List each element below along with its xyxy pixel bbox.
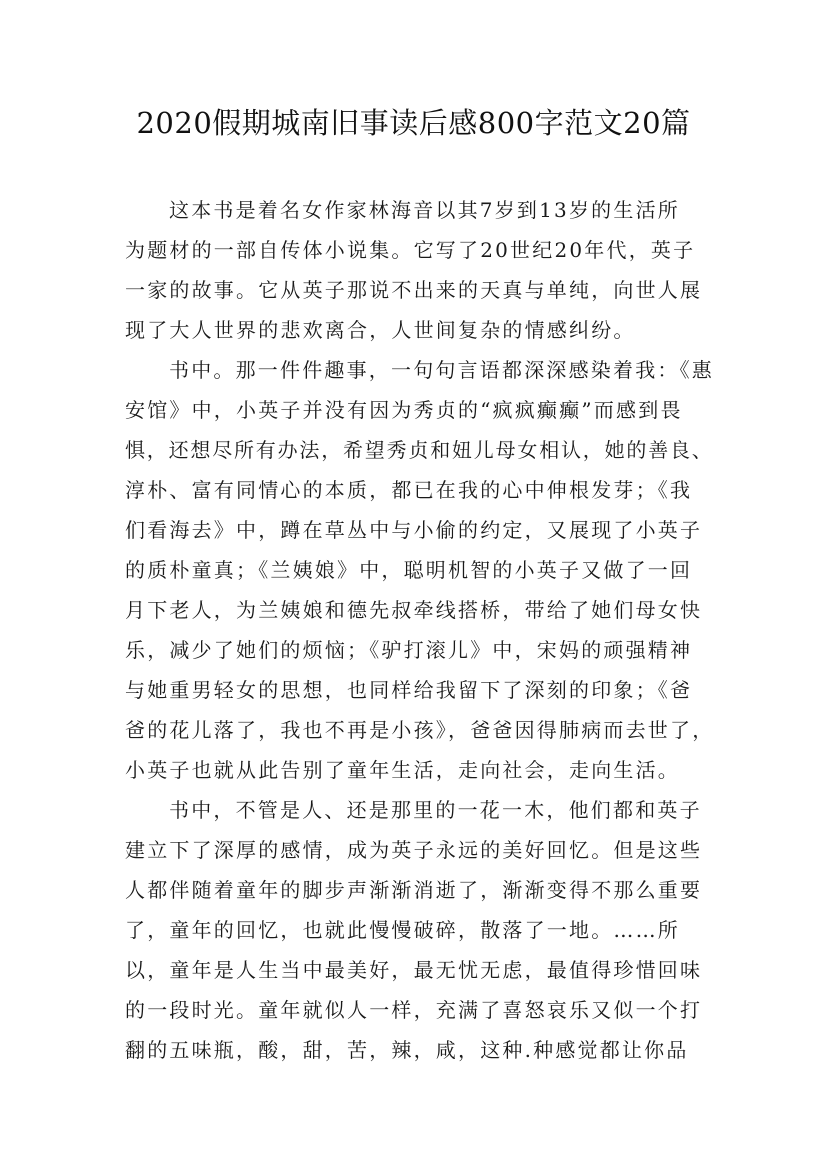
text-line: 书中。那一件件趣事，一句句言语都深深感染着我：《惠: [169, 358, 714, 382]
text-line: 人都伴随着童年的脚步声渐渐消逝了，渐渐变得不那么重要: [125, 878, 703, 902]
text-line: 翻的五味瓶，酸，甜，苦，辣，咸，这种.种感觉都让你品: [125, 1038, 689, 1062]
text-line: 淳朴、富有同情心的本质，都已在我的心中伸根发芽；《我: [125, 478, 693, 502]
document-title: 2020假期城南旧事读后感800字范文20篇: [136, 106, 691, 140]
text-line: 一家的故事。它从英子那说不出来的天真与单纯，向世人展: [125, 278, 703, 302]
text-line: 书中，不管是人、还是那里的一花一木，他们都和英子: [169, 798, 702, 822]
text-line: 以，童年是人生当中最美好，最无忧无虑，最值得珍惜回味: [125, 958, 703, 982]
document-body: [125, 190, 715, 1070]
text-line: 月下老人，为兰姨娘和德先叔牵线搭桥，带给了她们母女快: [125, 598, 703, 622]
text-line: 的一段时光。童年就似人一样，充满了喜怒哀乐又似一个打: [125, 998, 703, 1022]
text-line: 安馆》中，小英子并没有因为秀贞的“疯疯癫癫”而感到畏: [125, 398, 683, 422]
text-line: 小英子也就从此告别了童年生活，走向社会，走向生活。: [125, 758, 680, 782]
text-line: 的质朴童真；《兰姨娘》中，聪明机智的小英子又做了一回: [125, 558, 693, 582]
text-line: 建立下了深厚的感情，成为英子永远的美好回忆。但是这些: [125, 838, 703, 862]
text-line: 了，童年的回忆，也就此慢慢破碎，散落了一地。……所: [125, 918, 680, 942]
text-line: 乐，减少了她们的烦恼；《驴打滚儿》中，宋妈的顽强精神: [125, 638, 693, 662]
text-line: 爸的花儿落了，我也不再是小孩》，爸爸因得肺病而去世了，: [125, 718, 715, 742]
text-line: 惧，还想尽所有办法，希望秀贞和妞儿母女相认，她的善良、: [125, 438, 714, 462]
text-line: 们看海去》中，蹲在草丛中与小偷的约定，又展现了小英子: [125, 518, 703, 542]
text-line: 与她重男轻女的思想，也同样给我留下了深刻的印象；《爸: [125, 678, 693, 702]
text-line: 这本书是着名女作家林海音以其7岁到13岁的生活所: [169, 198, 680, 222]
text-line: 现了大人世界的悲欢离合，人世间复杂的情感纠纷。: [125, 318, 636, 342]
text-line: 为题材的一部自传体小说集。它写了20世纪20年代，英子: [125, 238, 696, 262]
